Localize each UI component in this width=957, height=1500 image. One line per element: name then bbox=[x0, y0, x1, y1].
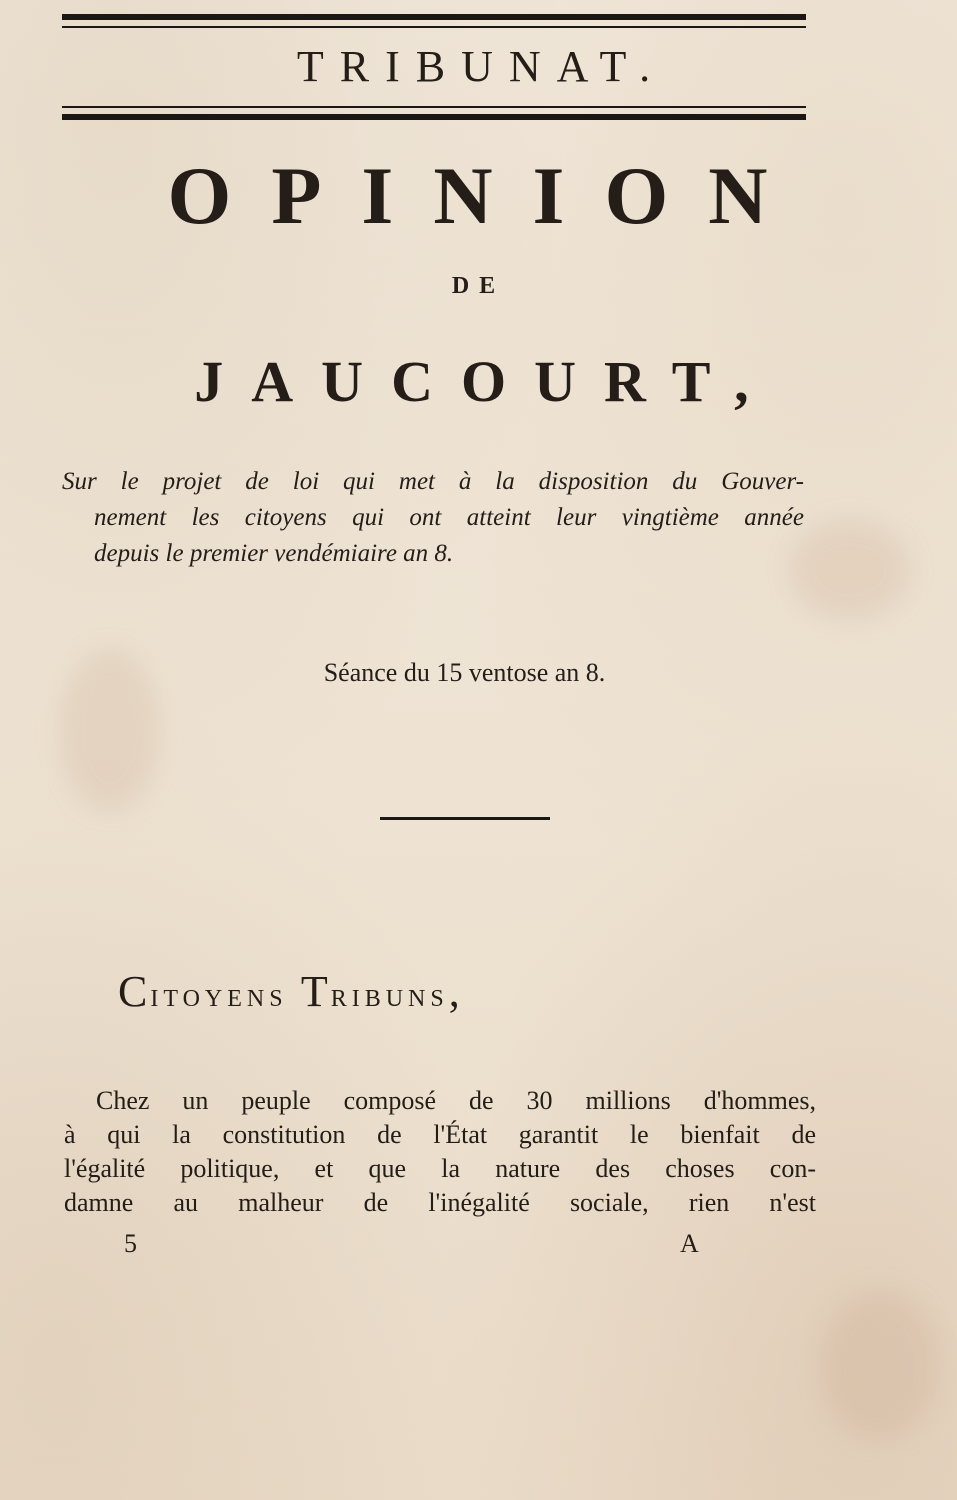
session-date: Séance du 15 ventose an 8. bbox=[323, 658, 606, 687]
top-rule-thick bbox=[62, 14, 806, 20]
salutation bbox=[118, 968, 463, 1023]
heading-rule-thin bbox=[62, 106, 806, 108]
institution-heading: TRIBUNAT. bbox=[296, 42, 667, 91]
paper-stain-top-right bbox=[790, 520, 910, 620]
subject-line: Sur le projet de loi qui met à la disposition du Gouver- bbox=[62, 468, 804, 495]
body-line: Chez un peuple composé de 30 millions d'hommes, bbox=[96, 1086, 816, 1115]
salutation-initial: T bbox=[300, 967, 331, 1016]
salutation-initial: C bbox=[118, 967, 151, 1016]
body-paragraph bbox=[64, 1084, 816, 1220]
author-name: JAUCOURT, bbox=[194, 349, 777, 414]
subject-line: depuis le premier vendémiaire an 8. bbox=[94, 540, 454, 567]
salutation-punctuation: , bbox=[448, 967, 463, 1016]
body-line: damne au malheur de l'inégalité sociale, rien n'est bbox=[64, 1188, 816, 1217]
body-line: à qui la constitution de l'État garantit le bienfait de bbox=[64, 1120, 816, 1149]
body-line: l'égalité politique, et que la nature des choses con- bbox=[64, 1154, 816, 1183]
subject-description bbox=[62, 464, 804, 572]
salutation-word-rest: RIBUNS bbox=[330, 986, 449, 1012]
paper-stain-bottom-right bbox=[820, 1290, 940, 1440]
main-title: OPINION bbox=[167, 150, 808, 241]
salutation-word-rest: ITOYENS bbox=[150, 986, 288, 1012]
top-rule-thin bbox=[62, 26, 806, 28]
subject-line: nement les citoyens qui ont atteint leur vingtième année bbox=[94, 504, 804, 531]
signature-number: 5 bbox=[124, 1229, 137, 1258]
section-divider bbox=[380, 817, 550, 820]
signature-letter: A bbox=[680, 1229, 699, 1258]
title-preposition: DE bbox=[451, 273, 506, 299]
heading-rule-thick bbox=[62, 114, 806, 120]
